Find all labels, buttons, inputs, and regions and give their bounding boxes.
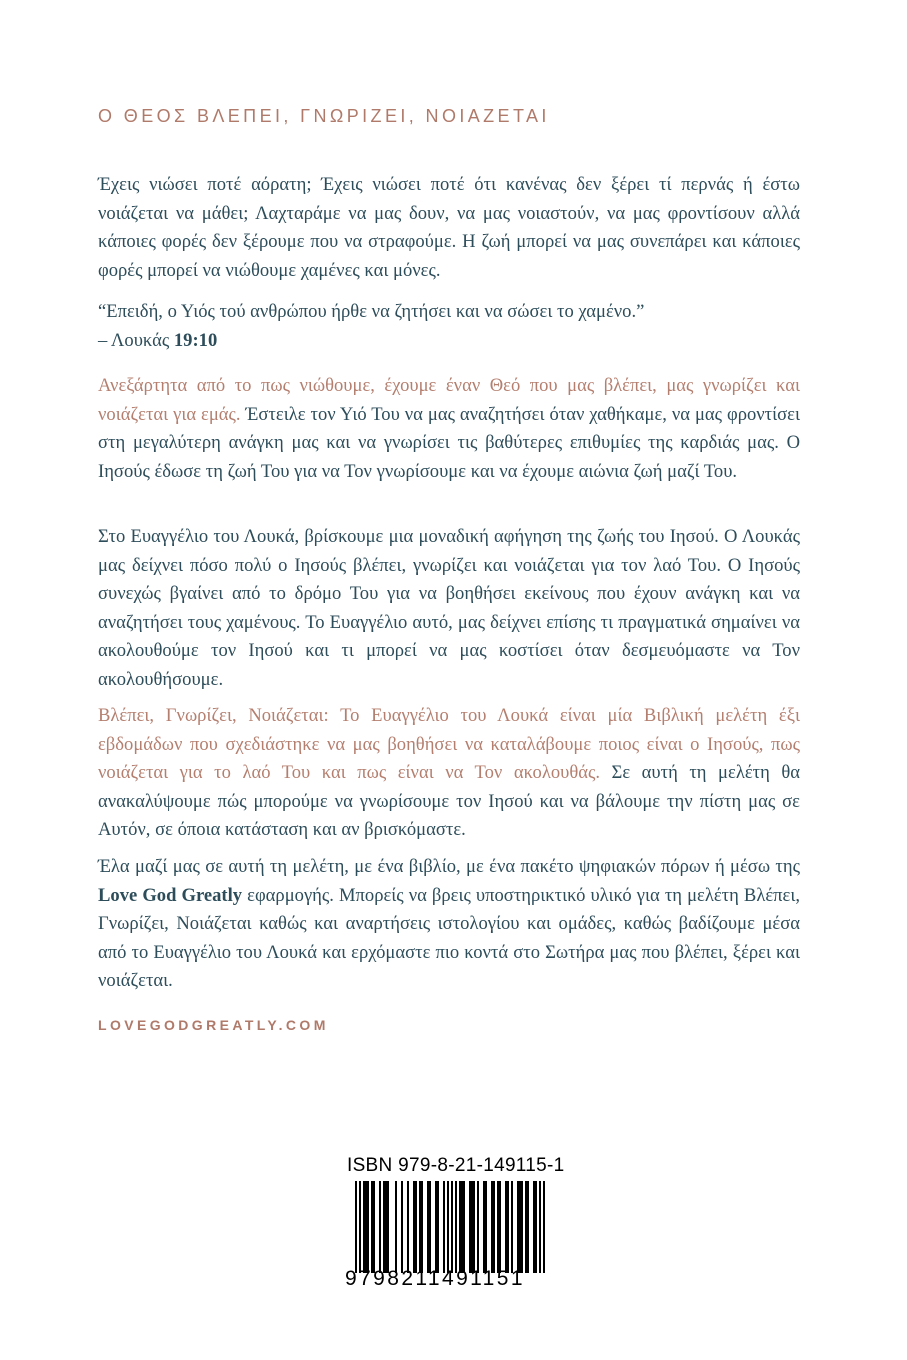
barcode-bar [497, 1181, 499, 1273]
god-sees-highlight: Ανεξάρτητα από το πως νιώθουμε, έχουμε έναν Θεό που μας βλέπει, μας γνωρίζει και νοιάζεται για εμάς. [98, 375, 800, 425]
barcode-bar [459, 1181, 461, 1273]
isbn-barcode [345, 1155, 565, 1295]
barcode-bar [469, 1181, 471, 1273]
isbn-label: ISBN 979-8-21-149115-1 [347, 1155, 565, 1176]
barcode-bar [437, 1181, 439, 1273]
god-sees-paragraph [98, 372, 800, 486]
barcode-bar [507, 1181, 509, 1273]
quote-reference-verse: 19:10 [173, 329, 218, 351]
study-summary: Το Ευαγγέλιο του Λουκά είναι μία Βιβλική μελέτη έξι εβδομάδων που σχεδιάστηκε να μας βοηθήσει να καταλάβουμε ποιος είναι ο Ιησούς, πως νοιάζεται για το λαό Του και πως είναι να Τον ακολουθάς. [98, 705, 800, 784]
barcode-bar [511, 1181, 513, 1273]
barcode-bar [401, 1181, 403, 1273]
barcode-bar [491, 1181, 493, 1273]
barcode-bar [463, 1181, 465, 1273]
barcode-bar [471, 1181, 473, 1273]
barcode-bar [387, 1181, 389, 1273]
barcode-bar [493, 1181, 495, 1273]
barcode-bar [383, 1181, 385, 1273]
barcode-bar [533, 1181, 535, 1273]
barcode-bar [419, 1181, 421, 1273]
barcode-bar [415, 1181, 417, 1273]
join-us-text-end: εφαρμογής. Μπορείς να βρεις υποστηρικτικό υλικό για τη μελέτη Βλέπει, Γνωρίζει, Νοιάζεται καθώς και αναρτήσεις ιστολογίου και ομάδες, καθώς βαδίζουμε μέσα από το Ευαγγέλιο του Λουκά και ερχόμαστε πιο κοντά στο Σωτήρα μας που βλέπει, ξέρει και νοιάζεται. [98, 884, 801, 992]
barcode-bar [483, 1181, 485, 1273]
barcode-bar [371, 1181, 373, 1273]
luke-gospel-paragraph [98, 523, 800, 695]
barcode-bar [461, 1181, 463, 1273]
barcode-bar [421, 1181, 423, 1273]
barcode-bar [355, 1181, 357, 1273]
quote-text: “Επειδή, ο Υιός τού ανθρώπου ήρθε να ζητήσει και να σώσει το χαμένο.” [98, 301, 645, 322]
barcode-bar [363, 1181, 365, 1273]
brand-name: Love God Greatly [98, 884, 243, 906]
luke-gospel-text: Στο Ευαγγέλιο του Λουκά, βρίσκουμε μια μοναδική αφήγηση της ζωής του Ιησού. Ο Λουκάς μας δείχνει πόσο πολύ ο Ιησούς βλέπει, γνωρίζει και νοιάζεται για τον λαό Του. Ο Ιησούς συνεχώς βγαίνει από το δρόμο Του για να βοηθήσει εκείνους που έχουν ανάγκη και να αναζητήσει τους χαμένους. Το Ευαγγέλιο αυτό, μας δείχνει επίσης τι πραγματικά σημαίνει να ακολουθούμε τον Ιησού και τι μπορεί να μας κοστίσει όταν δεσμευόμαστε να Τον ακολουθήσουμε. [98, 526, 800, 690]
study-text: Σε αυτή τη μελέτη θα ανακαλύψουμε πώς μπορούμε να γνωρίσουμε τον Ιησού και να βάλουμε την πίστη μας σε Αυτόν, σε όποια κατάσταση και αν βρισκόμαστε. [98, 762, 800, 841]
barcode-digits: 9798211491151 [345, 1267, 525, 1290]
barcode-bar [385, 1181, 387, 1273]
join-us-text-start: Έλα μαζί μας σε αυτή τη μελέτη, με ένα βιβλίο, με ένα πακέτο ψηφιακών πόρων ή μέσω της [98, 856, 800, 877]
barcode-bar [525, 1181, 527, 1273]
barcode-bar [407, 1181, 409, 1273]
barcode-bar [429, 1181, 431, 1273]
scripture-quote [98, 298, 800, 355]
barcode-bar [539, 1181, 541, 1273]
barcode-bar [447, 1181, 449, 1273]
website-link[interactable]: LOVEGODGREATLY.COM [98, 1017, 329, 1033]
barcode-bar [365, 1181, 367, 1273]
barcode-bar [443, 1181, 445, 1273]
join-us-paragraph [98, 853, 800, 996]
quote-reference-book: – Λουκάς [98, 329, 174, 351]
barcode-bar [395, 1181, 397, 1273]
study-title: Βλέπει, Γνωρίζει, Νοιάζεται: [98, 705, 329, 726]
quote-reference [98, 327, 800, 356]
barcode-bar [499, 1181, 501, 1273]
barcode-bar [543, 1181, 545, 1273]
barcode-bar [427, 1181, 429, 1273]
barcode-bar [373, 1181, 375, 1273]
barcode-bar [485, 1181, 487, 1273]
barcode-bar [473, 1181, 475, 1273]
barcode-bar [519, 1181, 521, 1273]
intro-text: Έχεις νιώσει ποτέ αόρατη; Έχεις νιώσει ποτέ ότι κανένας δεν ξέρει τί περνάς ή έστω νοιάζεται να μάθει; Λαχταράμε να μας δουν, να μας νοιαστούν, να μας φροντίσουν αλλά κάποιες φορές δεν ξέρουμε που να στραφούμε. Η ζωή μπορεί να μας συνεπάρει και κάποιες φορές μπορεί να νιώθουμε χαμένες και μόνες. [98, 174, 800, 281]
barcode-bar [455, 1181, 457, 1273]
cover-heading: Ο ΘΕΟΣ ΒΛΕΠΕΙ, ΓΝΩΡΙΖΕΙ, ΝΟΙΑΖΕΤΑΙ [98, 106, 550, 126]
barcode-bar [367, 1181, 369, 1273]
barcode-bar [477, 1181, 479, 1273]
barcode-bar [451, 1181, 453, 1273]
barcode-bar [535, 1181, 537, 1273]
barcode-bar [505, 1181, 507, 1273]
barcode-bar [413, 1181, 415, 1273]
barcode-bar [521, 1181, 523, 1273]
barcode-bar [435, 1181, 437, 1273]
barcode-bar [379, 1181, 381, 1273]
barcode-bar [527, 1181, 529, 1273]
barcode-bars [345, 1181, 557, 1273]
study-description-paragraph [98, 702, 800, 845]
intro-paragraph [98, 171, 800, 285]
barcode-bar [517, 1181, 519, 1273]
god-sees-text: Έστειλε τον Υιό Του να μας αναζητήσει όταν χαθήκαμε, να μας φροντίσει στη μεγαλύτερη ανάγκη μας και να γνωρίσει τις βαθύτερες επιθυμίες της καρδιάς μας. Ο Ιησούς έδωσε τη ζωή Του για να Τον γνωρίσουμε και να έχουμε αιώνια ζωή μαζί Του. [98, 403, 800, 482]
barcode-bar [359, 1181, 361, 1273]
